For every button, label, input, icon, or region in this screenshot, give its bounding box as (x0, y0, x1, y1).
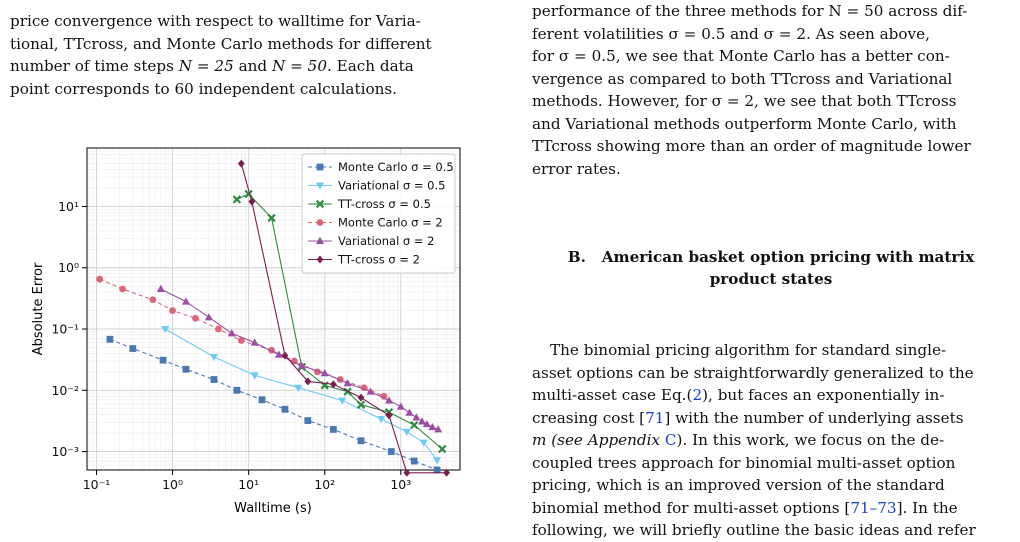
data-point (210, 354, 218, 361)
data-point (248, 198, 255, 206)
x-axis-label: Walltime (s) (234, 501, 312, 516)
body-paragraph (532, 339, 1010, 542)
figure-caption (10, 10, 488, 100)
caption-line: point corresponds to 60 independent calculations. (10, 79, 397, 98)
text-line: asset options can be straightforwardly generalized to the (532, 363, 974, 382)
text-line: The binomial pricing algorithm for standard single- (550, 341, 947, 359)
text-line: pricing, which is an improved version of the standard (532, 476, 945, 494)
legend-label: Monte Carlo σ = 0.5 (338, 160, 454, 174)
data-point (405, 409, 413, 416)
data-point (403, 429, 411, 436)
text-line: creasing cost [ (532, 408, 646, 427)
caption-line: price convergence with respect to walltime for Varia- (10, 12, 421, 30)
section-heading (532, 246, 1010, 290)
series-4 (157, 285, 442, 433)
data-point (411, 458, 418, 465)
data-point (238, 160, 245, 168)
math-inline: N = 25 (178, 57, 234, 75)
math-inline: N = 50 (271, 57, 327, 75)
legend-label: Variational σ = 0.5 (338, 178, 446, 193)
text-line: ]. In the (896, 498, 958, 517)
y-axis-label: Absolute Error (31, 262, 46, 356)
data-point (344, 379, 352, 386)
x-tick-label: 10² (314, 477, 336, 492)
data-point (330, 426, 337, 433)
data-point (275, 351, 283, 358)
data-point (183, 366, 190, 373)
series-0 (107, 336, 441, 474)
legend (302, 154, 455, 273)
text-line: m (see Appendix (532, 431, 665, 449)
citation-link[interactable]: 71 (645, 408, 665, 427)
section-title: product states (709, 270, 833, 288)
legend-swatch-marker (317, 164, 324, 171)
text-line: vergence as compared to both TTcross and Variational (532, 69, 953, 88)
series-1 (161, 326, 441, 464)
legend-label: TT-cross σ = 2 (338, 252, 420, 267)
data-point (215, 326, 222, 333)
text-line: multi-asset case Eq.( (532, 386, 693, 404)
data-point (418, 417, 426, 424)
x-tick-label: 10⁻¹ (82, 477, 111, 492)
data-point (397, 402, 405, 409)
data-point (412, 413, 420, 420)
data-point (205, 313, 213, 320)
text-line: ] with the number of underlying assets (664, 408, 964, 427)
data-point (192, 315, 199, 322)
convergence-chart (0, 130, 500, 520)
caption-line: tional, TTcross, and Monte Carlo methods for different (10, 34, 432, 53)
data-point (228, 329, 236, 336)
data-point (233, 387, 240, 394)
x-tick-label: 10⁰ (162, 477, 184, 492)
data-point (182, 297, 190, 304)
data-point (161, 326, 169, 333)
data-point (358, 394, 365, 402)
data-point (388, 448, 395, 455)
section-title: American basket option pricing with matrix (601, 248, 975, 266)
data-point (411, 422, 418, 429)
data-point (129, 345, 136, 352)
text-line: error rates. (532, 159, 621, 178)
text-line: binomial method for multi-asset options [ (532, 498, 851, 517)
appendix-ref-link[interactable]: C (664, 431, 677, 449)
y-tick-label: 10⁻¹ (51, 321, 79, 337)
text-line: ), but faces an exponentially in- (702, 386, 945, 404)
data-point (358, 437, 365, 444)
results-paragraph (532, 0, 1010, 180)
x-tick-label: 10³ (390, 477, 412, 492)
text-line: performance of the three methods for N = 50 across dif- (532, 2, 968, 20)
y-tick-label: 10⁰ (58, 260, 79, 276)
text-line: coupled trees approach for binomial multi-asset option (532, 453, 956, 472)
equation-ref-link[interactable]: 2 (692, 386, 703, 404)
text-line: following, we will briefly outline the basic ideas and refer (532, 521, 976, 539)
section-number: B. (567, 248, 586, 266)
y-tick-label: 10⁻³ (51, 444, 79, 460)
caption-line: number of time steps (10, 57, 179, 75)
data-point (169, 307, 176, 314)
text-line: and Variational methods outperform Monte Carlo, with (532, 114, 957, 133)
data-point (96, 276, 103, 283)
text-line: ). In this work, we focus on the de- (676, 431, 945, 449)
text-line: for σ = 0.5, we see that Monte Carlo has a better con- (532, 47, 950, 65)
data-point (160, 357, 167, 364)
y-tick-label: 10¹ (58, 198, 79, 214)
x-tick-label: 10¹ (238, 477, 260, 492)
text-line: ferent volatilities σ = 0.5 and σ = 2. As seen above, (532, 24, 930, 43)
legend-label: Monte Carlo σ = 2 (338, 215, 443, 230)
citation-link[interactable]: 71–73 (850, 498, 897, 517)
text-line: methods. However, for σ = 2, we see that both TTcross (532, 92, 957, 110)
data-point (211, 376, 218, 383)
text-line: TTcross showing more than an order of magnitude lower (532, 137, 971, 155)
data-point (386, 411, 393, 419)
data-point (157, 285, 165, 292)
y-tick-label: 10⁻² (51, 382, 79, 398)
data-point (119, 286, 126, 293)
series-line (161, 289, 438, 429)
legend-swatch-marker (317, 219, 324, 226)
data-point (282, 406, 289, 413)
caption-line: and (233, 57, 272, 75)
legend-label: TT-cross σ = 0.5 (338, 197, 431, 211)
data-point (304, 417, 311, 424)
data-point (149, 296, 156, 303)
caption-line: . Each data (326, 57, 414, 75)
legend-label: Variational σ = 2 (338, 234, 435, 248)
data-point (107, 336, 114, 343)
data-point (259, 396, 266, 403)
